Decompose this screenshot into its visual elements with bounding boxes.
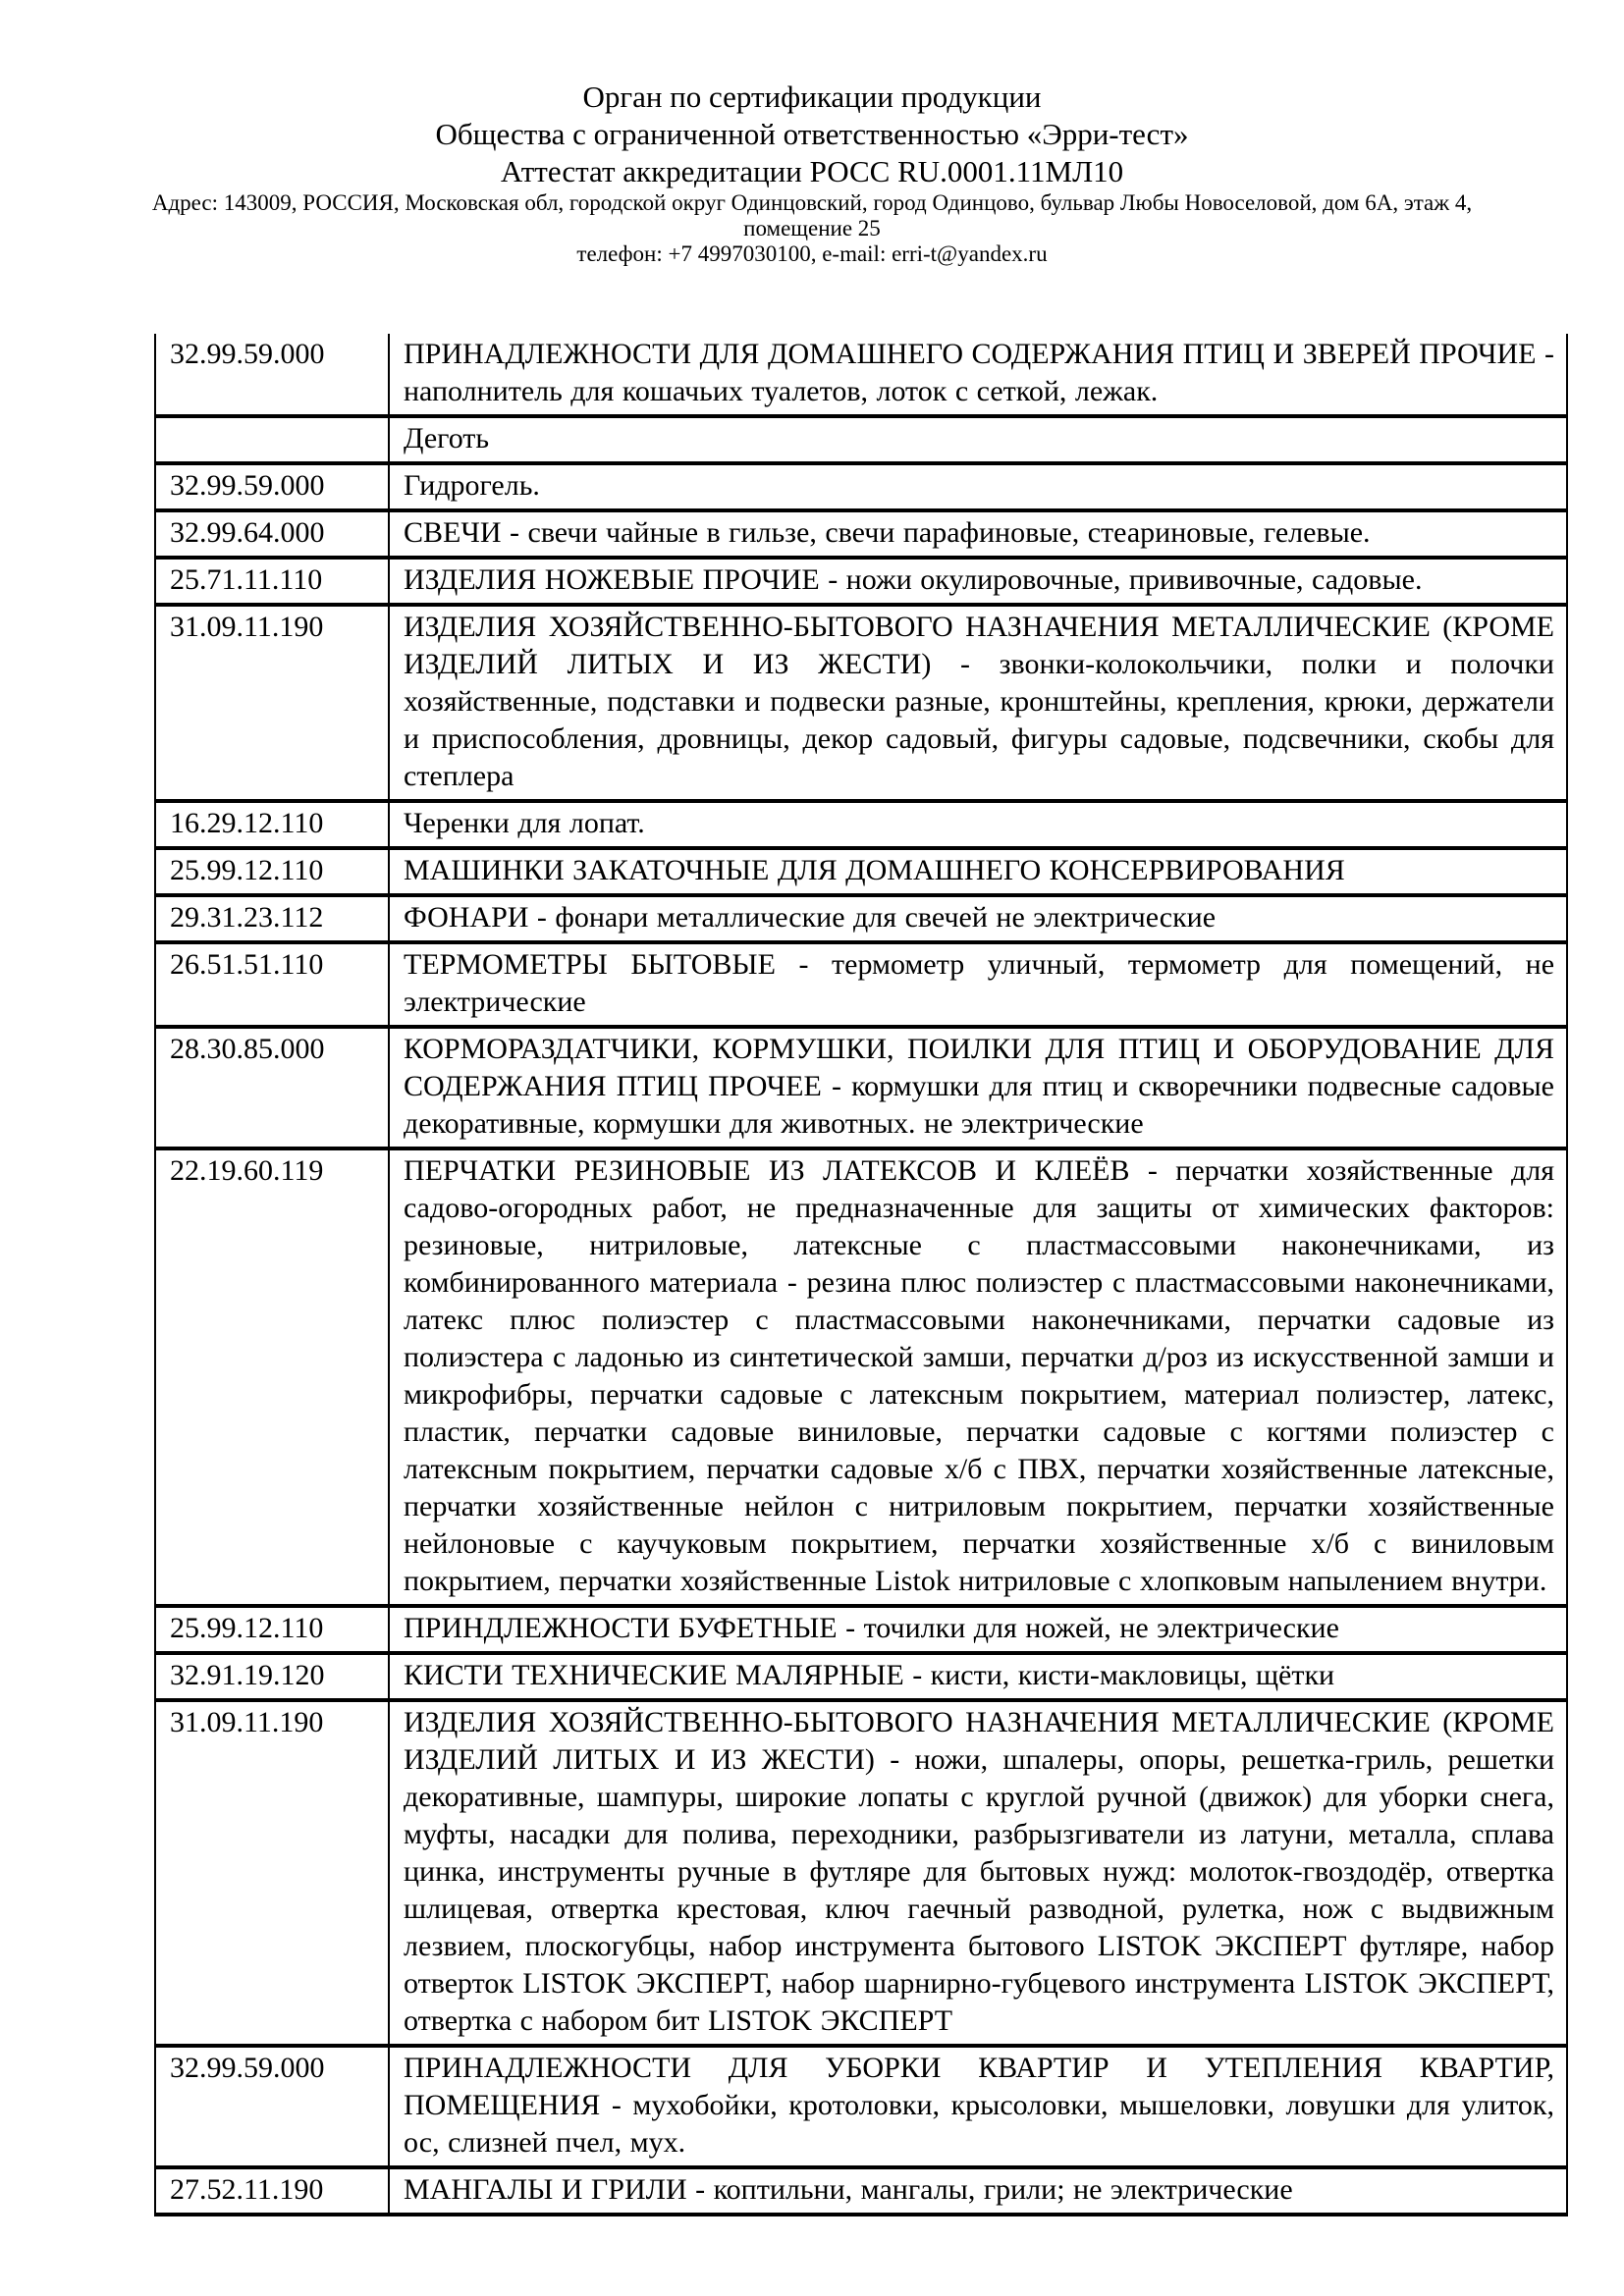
product-code-cell: 31.09.11.190 xyxy=(155,1700,389,2046)
table-row xyxy=(155,1148,1567,1606)
product-code-cell: 27.52.11.190 xyxy=(155,2167,389,2215)
product-code-cell: 29.31.23.112 xyxy=(155,895,389,942)
product-description-cell xyxy=(389,895,1567,942)
product-category-title: ИЗДЕЛИЯ НОЖЕВЫЕ ПРОЧИЕ xyxy=(404,563,820,596)
product-items-text: - кормушки для птиц и скворечники подвесные садовые декоративные, кормушки для животных. не электрические xyxy=(404,1070,1554,1140)
table-row xyxy=(155,1606,1567,1653)
table-row xyxy=(155,2046,1567,2167)
product-category-title: ИЗДЕЛИЯ ХОЗЯЙСТВЕННО-БЫТОВОГО НАЗНАЧЕНИЯ МЕТАЛЛИЧЕСКИЕ (КРОМЕ ИЗДЕЛИЙ ЛИТЫХ И ИЗ ЖЕСТИ) xyxy=(404,1706,1554,1776)
product-items-text: - свечи чайные в гильзе, свечи парафиновые, стеариновые, гелевые. xyxy=(510,516,1371,549)
product-items-text: Деготь xyxy=(404,422,490,454)
product-description-cell xyxy=(389,558,1567,605)
product-description-cell xyxy=(389,416,1567,463)
product-items-text: - наполнитель для кошачьих туалетов, лоток с сеткой, лежак. xyxy=(404,338,1554,407)
product-description-cell xyxy=(389,848,1567,895)
product-category-title: ТЕРМОМЕТРЫ БЫТОВЫЕ xyxy=(404,948,776,981)
product-description-cell xyxy=(389,605,1567,801)
product-description-cell xyxy=(389,2167,1567,2215)
product-category-title: КИСТИ ТЕХНИЧЕСКИЕ МАЛЯРНЫЕ xyxy=(404,1659,904,1691)
table-row xyxy=(155,1027,1567,1148)
product-description-cell xyxy=(389,1148,1567,1606)
product-code-cell: 32.99.59.000 xyxy=(155,334,389,416)
table-row xyxy=(155,463,1567,510)
product-items-text: - фонари металлические для свечей не электрические xyxy=(536,901,1217,934)
product-code-cell: 31.09.11.190 xyxy=(155,605,389,801)
table-row xyxy=(155,895,1567,942)
address-line1: Адрес: 143009, РОССИЯ, Московская обл, городской округ Одинцовский, город Одинцово, бульвар Любы Новоселовой, дом 6А, этаж 4, xyxy=(151,190,1473,215)
product-items-text: - термометр уличный, термометр для помещений, не электрические xyxy=(404,948,1555,1018)
product-description-cell xyxy=(389,2046,1567,2167)
product-code-cell: 32.99.59.000 xyxy=(155,2046,389,2167)
product-table xyxy=(154,334,1568,2216)
product-items-text: - кисти, кисти-макловицы, щётки xyxy=(912,1659,1335,1691)
address-line2: помещение 25 xyxy=(743,216,881,240)
product-description-cell xyxy=(389,510,1567,558)
product-code-cell: 16.29.12.110 xyxy=(155,801,389,848)
table-row xyxy=(155,942,1567,1027)
table-row xyxy=(155,510,1567,558)
product-category-title: ПЕРЧАТКИ РЕЗИНОВЫЕ ИЗ ЛАТЕКСОВ И КЛЕЁВ xyxy=(404,1154,1130,1187)
product-category-title: ФОНАРИ xyxy=(404,901,529,934)
product-category-title: КОРМОРАЗДАТЧИКИ, КОРМУШКИ, ПОИЛКИ ДЛЯ ПТИЦ И ОБОРУДОВАНИЕ ДЛЯ СОДЕРЖАНИЯ ПТИЦ ПРОЧЕЕ xyxy=(404,1033,1554,1102)
product-category-title: ПРИНАДЛЕЖНОСТИ ДЛЯ ДОМАШНЕГО СОДЕРЖАНИЯ ПТИЦ И ЗВЕРЕЙ ПРОЧИЕ xyxy=(404,338,1537,370)
table-row xyxy=(155,1700,1567,2046)
product-description-cell xyxy=(389,1606,1567,1653)
table-row xyxy=(155,2167,1567,2215)
product-description-cell xyxy=(389,334,1567,416)
product-table-body xyxy=(155,334,1567,2215)
table-row xyxy=(155,848,1567,895)
table-row xyxy=(155,416,1567,463)
product-code-cell: 26.51.51.110 xyxy=(155,942,389,1027)
product-category-title: ПРИНДЛЕЖНОСТИ БУФЕТНЫЕ xyxy=(404,1612,838,1644)
product-code-cell: 25.99.12.110 xyxy=(155,848,389,895)
org-title-line1: Орган по сертификации продукции xyxy=(582,80,1042,114)
product-category-title: ПРИНАДЛЕЖНОСТИ ДЛЯ УБОРКИ КВАРТИР И УТЕПЛЕНИЯ КВАРТИР, ПОМЕЩЕНИЯ xyxy=(404,2052,1554,2121)
table-row xyxy=(155,1653,1567,1700)
product-description-cell xyxy=(389,1027,1567,1148)
product-code-cell: 25.99.12.110 xyxy=(155,1606,389,1653)
table-row xyxy=(155,558,1567,605)
product-category-title: МАНГАЛЫ И ГРИЛИ xyxy=(404,2173,687,2206)
product-code-cell: 32.99.64.000 xyxy=(155,510,389,558)
accreditation-line: Аттестат аккредитации РОСС RU.0001.11МЛ10 xyxy=(500,154,1124,188)
product-items-text: Черенки для лопат. xyxy=(404,807,645,839)
table-row xyxy=(155,334,1567,416)
product-description-cell xyxy=(389,801,1567,848)
product-code-cell: 28.30.85.000 xyxy=(155,1027,389,1148)
product-code-cell xyxy=(155,416,389,463)
product-description-cell xyxy=(389,1700,1567,2046)
product-description-cell xyxy=(389,463,1567,510)
product-items-text: - звонки-колокольчики, полки и полочки хозяйственные, подставки и подвески разные, кронштейны, крепления, крюки, держатели и приспособления, дровницы, декор садовый, фигуры садовые, подсвечники, скобы для степлера xyxy=(404,648,1554,792)
table-row xyxy=(155,605,1567,801)
product-description-cell xyxy=(389,942,1567,1027)
product-items-text: - коптильни, мангалы, грили; не электрические xyxy=(695,2173,1293,2206)
product-items-text: Гидрогель. xyxy=(404,469,540,502)
product-category-title: СВЕЧИ xyxy=(404,516,502,549)
product-code-cell: 32.99.59.000 xyxy=(155,463,389,510)
document-header xyxy=(0,79,1624,267)
org-title-line2: Общества с ограниченной ответственностью «Эрри-тест» xyxy=(435,117,1189,151)
product-description-cell xyxy=(389,1653,1567,1700)
product-code-cell: 32.91.19.120 xyxy=(155,1653,389,1700)
product-code-cell: 22.19.60.119 xyxy=(155,1148,389,1606)
product-category-title: МАШИНКИ ЗАКАТОЧНЫЕ ДЛЯ ДОМАШНЕГО КОНСЕРВИРОВАНИЯ xyxy=(404,854,1345,886)
product-items-text: - ножи, шпалеры, опоры, решетка-гриль, решетки декоративные, шампуры, широкие лопаты с круглой ручной (движок) для уборки снега, муфты, насадки для полива, переходники, разбрызгиватели из латуни, металла, сплава цинка, инструменты ручные в футляре для бытовых нужд: молоток-гвоздодёр, отвертка шлицевая, отвертка крестовая, ключ гаечный разводной, рулетка, нож с выдвижным лезвием, плоскогубцы, набор инструмента бытового LISTOK ЭКСПЕРТ футляре, набор отверток LISTOK ЭКСПЕРТ, набор шарнирно-губцевого инструмента LISTOK ЭКСПЕРТ, отвертка с набором бит LISTOK ЭКСПЕРТ xyxy=(404,1743,1554,2037)
product-code-cell: 25.71.11.110 xyxy=(155,558,389,605)
product-items-text: - перчатки хозяйственные для садово-огородных работ, не предназначенные для защиты от химических факторов: резиновые, нитриловые, латексные с пластмассовыми наконечниками, из комбинированного материала - резина плюс полиэстер с пластмассовыми наконечниками, латекс плюс полиэстер с пластмассовыми наконечниками, перчатки садовые из полиэстера с ладонью из синтетической замши, перчатки д/роз из искусственной замши и микрофибры, перчатки садовые с латексным покрытием, материал полиэстер, латекс, пластик, перчатки садовые виниловые, перчатки садовые с когтями полиэстер с латексным покрытием, перчатки садовые х/б с ПВХ, перчатки хозяйственные латексные, перчатки хозяйственные нейлон с нитриловым покрытием, перчатки хозяйственные нейлоновые с каучуковым покрытием, перчатки хозяйственные х/б с виниловым покрытием, перчатки хозяйственные Listok нитриловые с хлопковым напылением внутри. xyxy=(404,1154,1554,1597)
product-category-title: ИЗДЕЛИЯ ХОЗЯЙСТВЕННО-БЫТОВОГО НАЗНАЧЕНИЯ МЕТАЛЛИЧЕСКИЕ (КРОМЕ ИЗДЕЛИЙ ЛИТЫХ И ИЗ ЖЕСТИ) xyxy=(404,611,1554,680)
contacts-line: телефон: +7 4997030100, e-mail: erri-t@yandex.ru xyxy=(576,241,1048,266)
product-items-text: - мухобойки, кротоловки, крысоловки, мышеловки, ловушки для улиток, ос, слизней пчел, мух. xyxy=(404,2089,1555,2159)
product-items-text: - ножи окулировочные, прививочные, садовые. xyxy=(828,563,1423,596)
table-row xyxy=(155,801,1567,848)
product-items-text: - точилки для ножей, не электрические xyxy=(845,1612,1339,1644)
